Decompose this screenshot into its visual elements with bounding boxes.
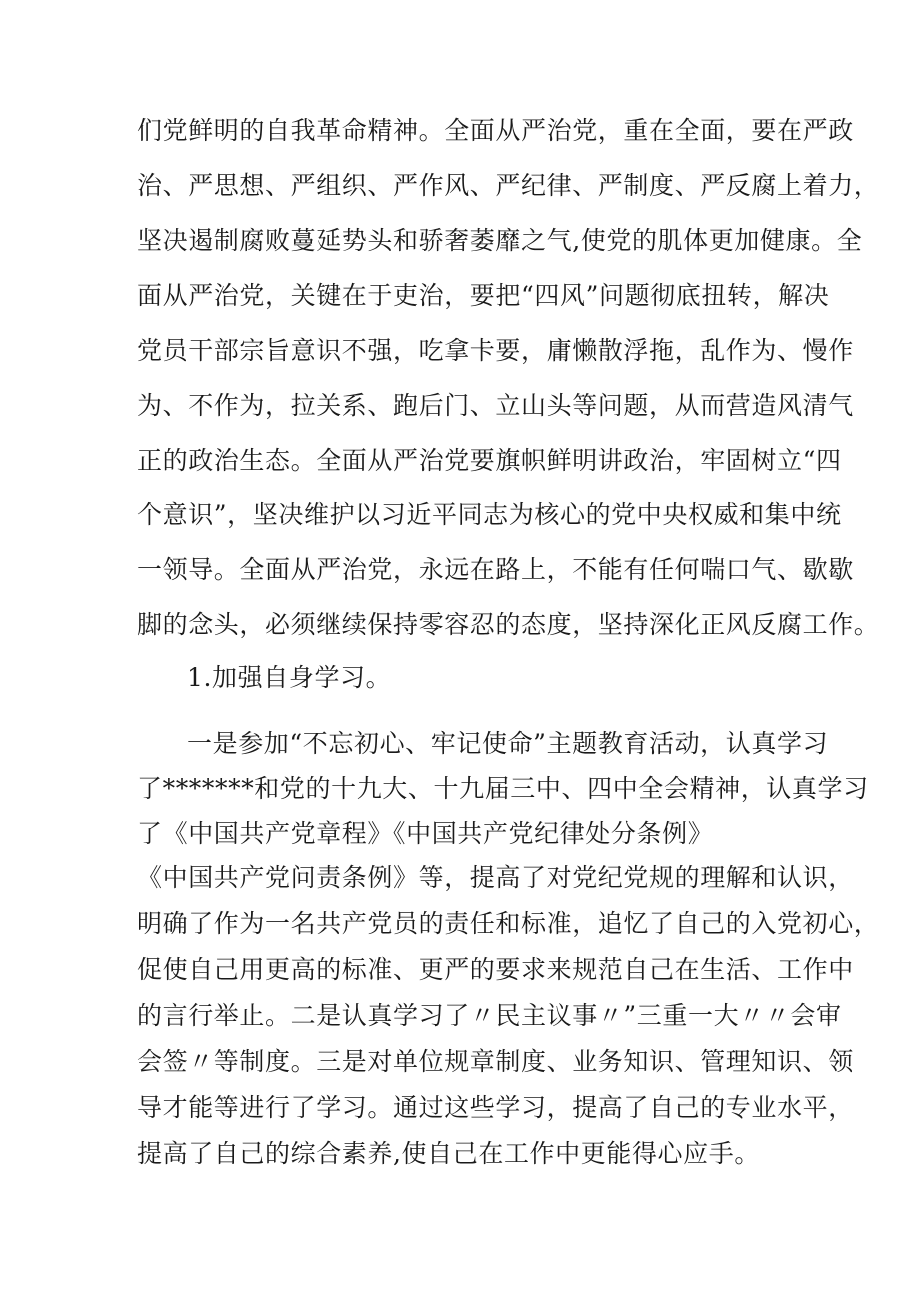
text-line: 提高了自己的综合素养,使自己在工作中更能得心应手。 bbox=[137, 1139, 760, 1168]
text-line: 个意识”，坚决维护以习近平同志为核心的党中央权威和集中统 bbox=[137, 500, 842, 529]
text-line: 坚决遏制腐败蔓延势头和骄奢萎靡之气,使党的肌体更加健康。全 bbox=[137, 226, 863, 255]
text-line: 明确了作为一名共产党员的责任和标准，追忆了自己的入党初心， bbox=[137, 909, 880, 938]
text-line: 的言行举止。二是认真学习了〃民主议事〃”三重一大〃〃会审 bbox=[137, 1001, 842, 1030]
text-line: 《中国共产党问责条例》等，提高了对党纪党规的理解和认识， bbox=[137, 863, 854, 892]
section-heading: 1.加强自身学习。 bbox=[187, 663, 392, 692]
text-line: 们党鲜明的自我革命精神。全面从严治党，重在全面，要在严政 bbox=[137, 116, 854, 145]
text-line: 促使自己用更高的标准、更严的要求来规范自己在生活、工作中 bbox=[137, 955, 854, 984]
text-line: 导才能等进行了学习。通过这些学习，提高了自己的专业水平， bbox=[137, 1093, 854, 1122]
text-line: 党员干部宗旨意识不强，吃拿卡要，庸懒散浮拖，乱作为、慢作 bbox=[137, 336, 854, 365]
text-line: 治、严思想、严组织、严作风、严纪律、严制度、严反腐上着力， bbox=[137, 171, 880, 200]
text-line: 脚的念头，必须继续保持零容忍的态度，坚持深化正风反腐工作。 bbox=[137, 610, 880, 639]
text-line: 一是参加“不忘初心、牢记使命”主题教育活动，认真学习 bbox=[187, 729, 829, 758]
text-line: 一领导。全面从严治党，永远在路上，不能有任何喘口气、歇歇 bbox=[137, 555, 854, 584]
text-line: 面从严治党，关键在于吏治，要把“四风”问题彻底扭转，解决 bbox=[137, 281, 830, 310]
text-line: 为、不作为，拉关系、跑后门、立山头等问题，从而营造风清气 bbox=[137, 391, 854, 420]
text-line: 正的政治生态。全面从严治党要旗帜鲜明讲政治，牢固树立“四 bbox=[137, 446, 842, 475]
text-line: 会签〃等制度。三是对单位规章制度、业务知识、管理知识、领 bbox=[137, 1047, 854, 1076]
text-line: 了*******和党的十九大、十九届三中、四中全会精神，认真学习 bbox=[137, 774, 869, 803]
text-line: 了《中国共产党章程》《中国共产党纪律处分条例》 bbox=[137, 819, 714, 848]
